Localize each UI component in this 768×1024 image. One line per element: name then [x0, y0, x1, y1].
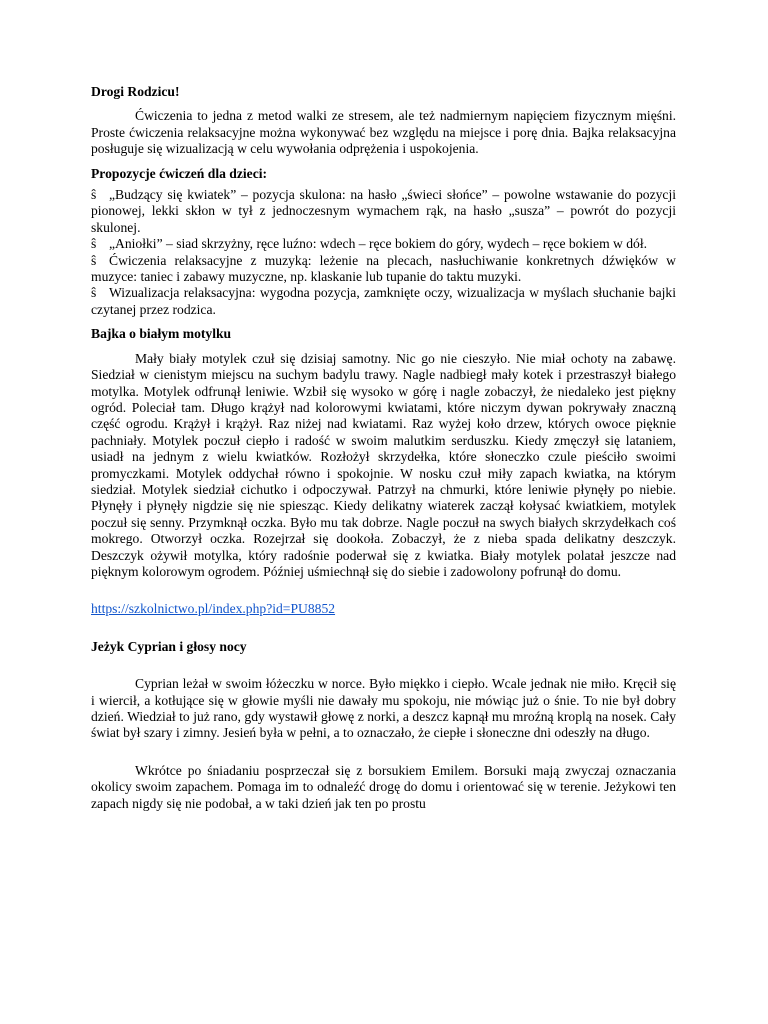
- story2-title: Jeżyk Cyprian i głosy nocy: [91, 638, 247, 654]
- greeting-heading: Drogi Rodzicu!: [91, 84, 180, 99]
- source-link-row: [91, 601, 676, 617]
- bullet-icon: ŝ: [91, 252, 97, 268]
- exercise-text: „Budzący się kwiatek” – pozycja skulona: na hasło „świeci słońce” – powolne wstawanie do pozycji pionowej, lekki skłon w tył z jednoczesnym wymachem rąk, na hasło „susza” – powrót do pozycji skulonej.: [91, 187, 676, 235]
- exercise-text: Ćwiczenia relaksacyjne z muzyką: leżenie na plecach, nasłuchiwanie konkretnych dźwięków w muzyce: taniec i zabawy muzyczne, np. klaskanie lub tupanie do taktu muzyki.: [91, 252, 676, 285]
- exercise-item-1: [91, 187, 676, 236]
- exercise-item-2: [91, 236, 676, 252]
- story1-title: Bajka o białym motylku: [91, 326, 232, 342]
- intro-paragraph: Ćwiczenia to jedna z metod walki ze stresem, ale też nadmiernym napięciem fizycznym mięśni. Proste ćwiczenia relaksacyjne można wykonywać bez względu na miejsce i porę dnia. Bajka relaksacyjna posługuje się wizualizacją w celu wywołania odprężenia i uspokojenia.: [91, 108, 676, 157]
- exercise-text: Wizualizacja relaksacyjna: wygodna pozycja, zamknięte oczy, wizualizacja w myślach słuchanie bajki czytanej przez rodzica.: [91, 285, 676, 317]
- exercises-heading: Propozycje ćwiczeń dla dzieci:: [91, 165, 268, 181]
- document-page: [91, 84, 676, 812]
- exercise-item-4: [91, 285, 676, 318]
- bullet-icon: ŝ: [91, 236, 97, 252]
- source-link[interactable]: https://szkolnictwo.pl/index.php?id=PU8852: [91, 601, 336, 617]
- story2-paragraph-2: Wkrótce po śniadaniu posprzeczał się z borsukiem Emilem. Borsuki mają zwyczaj oznaczania okolicy swoim zapachem. Pomaga im to odnaleźć drogę do domu i orientować się w terenie. Jeżykowi ten zapach nigdy się nie podobał, a w taki dzień jak ten po prostu: [91, 762, 676, 811]
- story1-text: Mały biały motylek czuł się dzisiaj samotny. Nic go nie cieszyło. Nie miał ochoty na zabawę. Siedział w cienistym miejscu na suchym badylu trawy. Nagle nadbiegł mały kotek i przestraszył białego motylka. Motylek odfrunął leniwie. Wzbił się wysoko w górę i nagle zobaczył, że niedaleko jest piękny ogród. Poleciał tam. Długo krążył nad kolorowymi kwiatami, które niczym dywan pokrywały znaczną część ogrodu. Krążył i krążył. Raz niżej nad kwiatami. Raz wyżej koło drzew, których owoce pięknie pachniały. Motylek poczuł ciepło i radość w swoim malutkim serduszku. Kiedy zmęczył się lataniem, usiadł na jednym z wielu kwiatków. Rozłożył skrzydełka, które słoneczko czule pieściło swoimi promyczkami. Motylek oddychał równo i spokojnie. W nosku czuł miły zapach kwiatka, na którym siedział. Motylek siedział cichutko i odpoczywał. Patrzył na chmurki, które leniwie płynęły po niebie. Płynęły i płynęły nigdzie się nie spiesząc. Kiedy delikatny wiaterek zaczął kołysać kwiatkiem, motylek poczuł się senny. Przymknął oczka. Było mu tak dobrze. Nagle poczuł na swych białych skrzydełkach coś mokrego. Otworzył oczka. Rozejrzał się dookoła. Zobaczył, że z nieba spada delikatny deszczyk. Deszczyk ożywił motylka, który radośnie poderwał się z kwiatka. Biały motylek polatał jeszcze nad pięknym kolorowym ogrodem. Później uśmiechnął się do siebie i zadowolony pofrunął do domu.: [91, 350, 676, 579]
- bullet-icon: ŝ: [91, 187, 97, 203]
- bullet-icon: ŝ: [91, 285, 97, 301]
- exercise-item-3: [91, 253, 676, 286]
- exercise-text: „Aniołki” – siad skrzyżny, ręce luźno: wdech – ręce bokiem do góry, wydech – ręce bokiem w dół.: [109, 236, 648, 252]
- story2-paragraph-1: Cyprian leżał w swoim łóżeczku w norce. Było miękko i ciepło. Wcale jednak nie miło. Kręcił się i wiercił, a kotłujące się w głowie myśli nie dawały mu spokoju, nie mówiąc już o śnie. To nie był dobry dzień. Wiedział to już rano, gdy wystawił głowę z norki, a deszcz kapnął mu mroźną kroplą na nosek. Cały świat był szary i zimny. Jesień była w pełni, a to oznaczało, że ciepłe i słoneczne dni odeszły na długo.: [91, 676, 676, 741]
